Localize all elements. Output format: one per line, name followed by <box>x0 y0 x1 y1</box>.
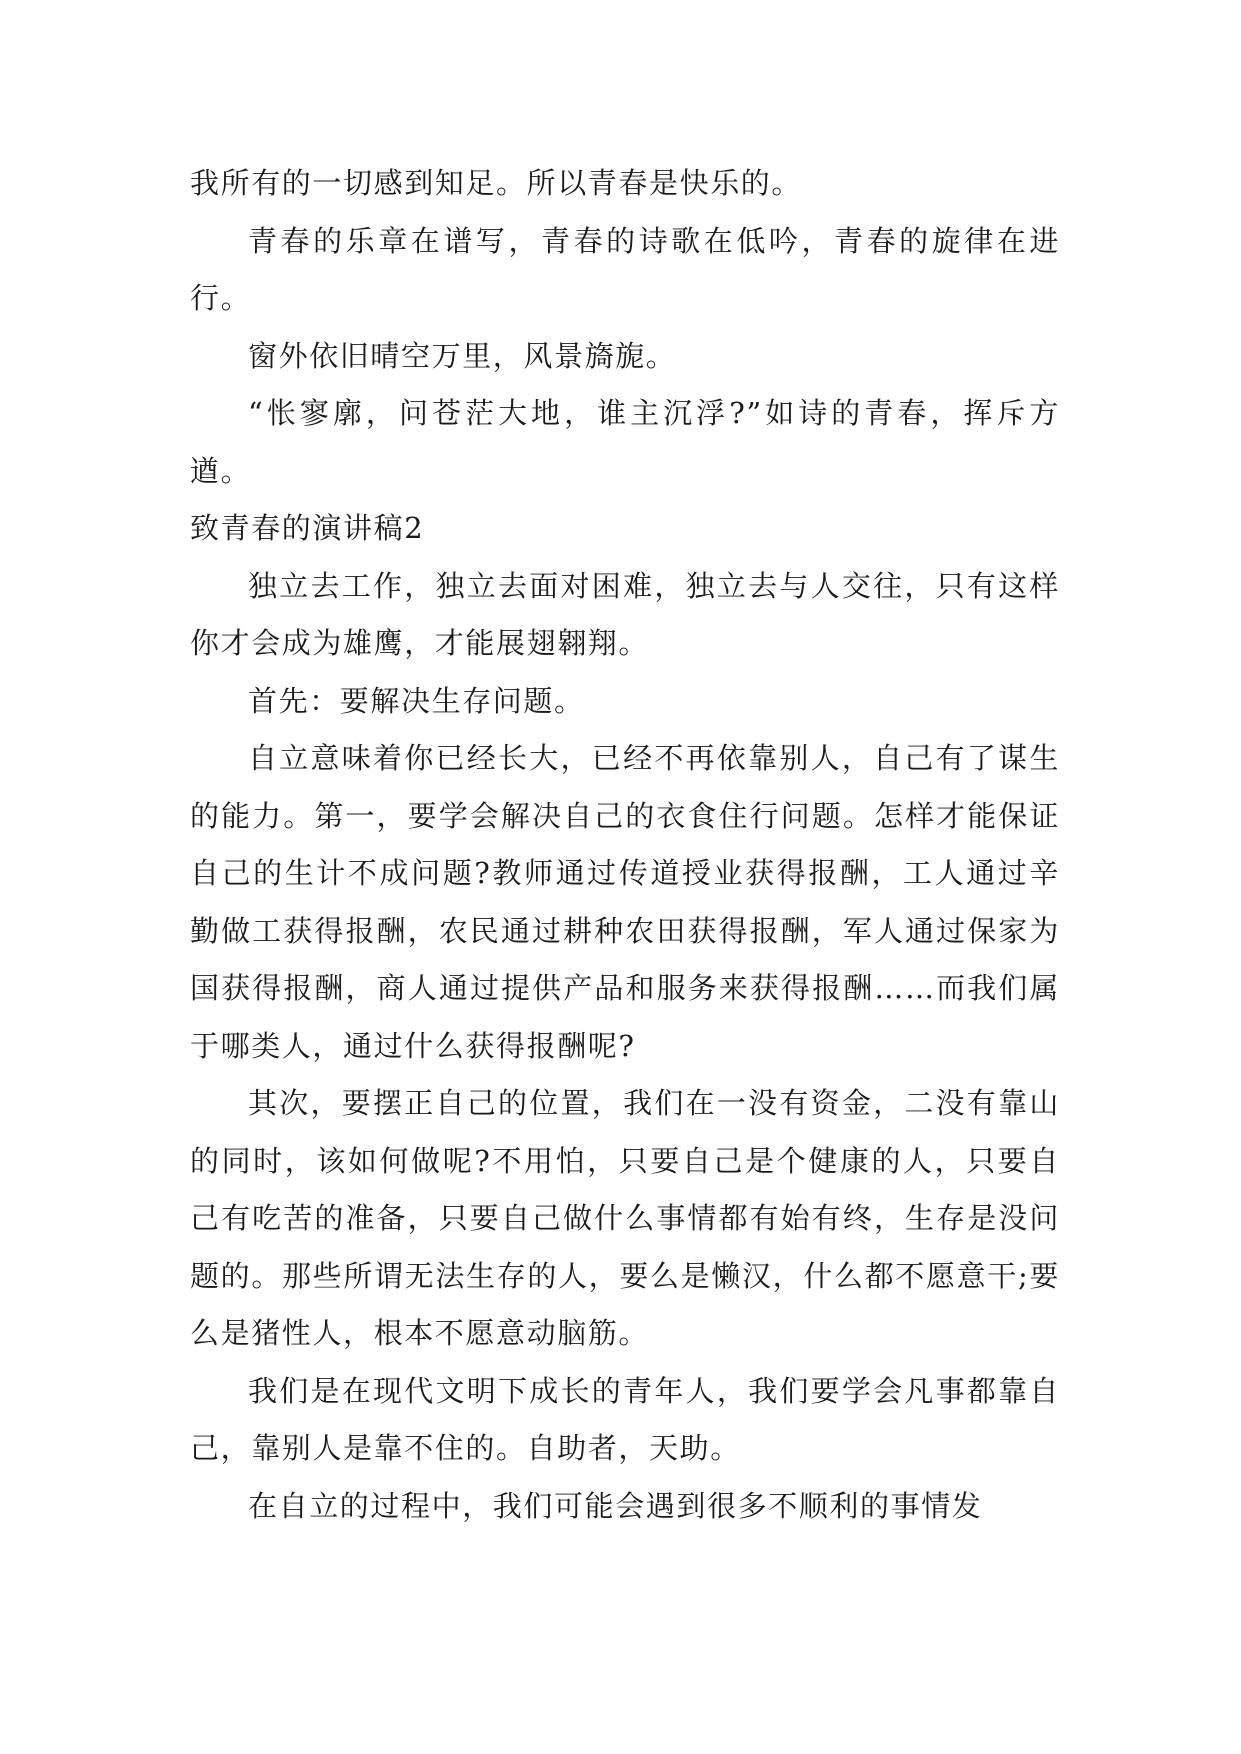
paragraph: 青春的乐章在谱写，青春的诗歌在低吟，青春的旋律在进行。 <box>190 223 1060 315</box>
paragraph: “怅寥廓，问苍茫大地，谁主沉浮?”如诗的青春，挥斥方遒。 <box>190 396 1060 488</box>
paragraph-continuation: 我所有的一切感到知足。所以青春是快乐的。 <box>190 166 803 200</box>
paragraph: 其次，要摆正自己的位置，我们在一没有资金，二没有靠山的同时，该如何做呢?不用怕，只要自己是个健康的人，只要自己有吃苦的准备，只要自己做什么事情都有始有终，生存是没问题的。那些所谓无法生存的人，要么是懒汉，什么都不愿意干;要么是猪性人，根本不愿意动脑筋。 <box>190 1086 1060 1350</box>
paragraph: 我们是在现代文明下成长的青年人，我们要学会凡事都靠自己，靠别人是靠不住的。自助者，天助。 <box>190 1373 1060 1465</box>
paragraph: 窗外依旧晴空万里，风景旖旎。 <box>248 338 677 373</box>
paragraph: 独立去工作，独立去面对困难，独立去与人交往，只有这样你才会成为雄鹰，才能展翅翱翔。 <box>190 568 1060 660</box>
section-heading: 致青春的演讲稿2 <box>190 511 425 545</box>
paragraph: 自立意味着你已经长大，已经不再依靠别人，自己有了谋生的能力。第一，要学会解决自己的衣食住行问题。怎样才能保证自己的生计不成问题?教师通过传道授业获得报酬，工人通过辛勤做工获得报酬，农民通过耕种农田获得报酬，军人通过保家为国获得报酬，商人通过提供产品和服务来获得报酬……而我们属于哪类人，通过什么获得报酬呢? <box>190 741 1060 1063</box>
document-body <box>190 155 1060 1535</box>
paragraph: 在自立的过程中，我们可能会遇到很多不顺利的事情发 <box>248 1488 983 1523</box>
paragraph: 首先：要解决生存问题。 <box>248 683 585 718</box>
